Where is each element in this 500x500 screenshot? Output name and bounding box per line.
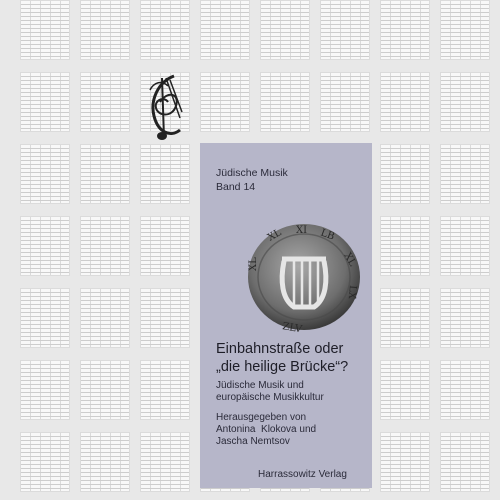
sheet-music-tile [20,360,70,420]
series-info [216,166,288,194]
sheet-music-tile [20,216,70,276]
sheet-music-tile [140,144,190,204]
svg-text:XL: XL [248,257,259,271]
book-subtitle [216,380,324,404]
sheet-music-tile [80,432,130,492]
sheet-music-tile [260,0,310,60]
sheet-music-tile [80,216,130,276]
book-title [216,340,376,376]
title-line-2: „die heilige Brücke“? [216,359,349,375]
svg-text:XL: XL [266,227,284,244]
sheet-music-tile [20,0,70,60]
sheet-music-tile [440,288,490,348]
sheet-music-tile [140,216,190,276]
sheet-music-tile [20,288,70,348]
sheet-music-tile [380,216,430,276]
sheet-music-tile [320,72,370,132]
sheet-music-tile [380,288,430,348]
sheet-music-tile [80,360,130,420]
editors-line-3: Jascha Nemtsov [216,436,290,447]
treble-clef-logo-icon [140,72,188,144]
sheet-music-tile [440,0,490,60]
sheet-music-tile [320,0,370,60]
sheet-music-tile [440,432,490,492]
sheet-music-tile [380,144,430,204]
svg-text:LX: LX [345,284,358,300]
series-name: Jüdische Musik [216,167,288,179]
title-line-1: Einbahnstraße oder [216,341,344,357]
sheet-music-tile [380,432,430,492]
sheet-music-tile [80,0,130,60]
sheet-music-tile [140,0,190,60]
editors-line-2: Antonina Klokova und [216,424,317,435]
subtitle-line-2: europäische Musikkultur [216,392,324,403]
sheet-music-tile [140,288,190,348]
sheet-music-tile [80,144,130,204]
sheet-music-tile [80,72,130,132]
publisher: Harrassowitz Verlag [258,469,347,480]
sheet-music-tile [380,0,430,60]
series-volume: Band 14 [216,181,256,193]
sheet-music-tile [140,360,190,420]
sheet-music-tile [200,72,250,132]
sheet-music-tile [260,72,310,132]
svg-text:XI: XI [296,225,308,236]
coin-lyre-icon [246,221,370,339]
sheet-music-tile [20,72,70,132]
sheet-music-tile [20,144,70,204]
svg-text:LB: LB [318,227,336,243]
sheet-music-tile [440,72,490,132]
svg-text:XL: XL [341,251,358,269]
sheet-music-tile [80,288,130,348]
sheet-music-tile [440,216,490,276]
sheet-music-tile [380,360,430,420]
sheet-music-tile [440,144,490,204]
sheet-music-tile [380,72,430,132]
subtitle-line-1: Jüdische Musik und [216,380,304,391]
sheet-music-tile [440,360,490,420]
sheet-music-tile [200,0,250,60]
editors [216,412,316,448]
sheet-music-tile [20,432,70,492]
svg-text:ZLV: ZLV [281,321,303,336]
editors-line-1: Herausgegeben von [216,412,307,423]
sheet-music-tile [140,432,190,492]
